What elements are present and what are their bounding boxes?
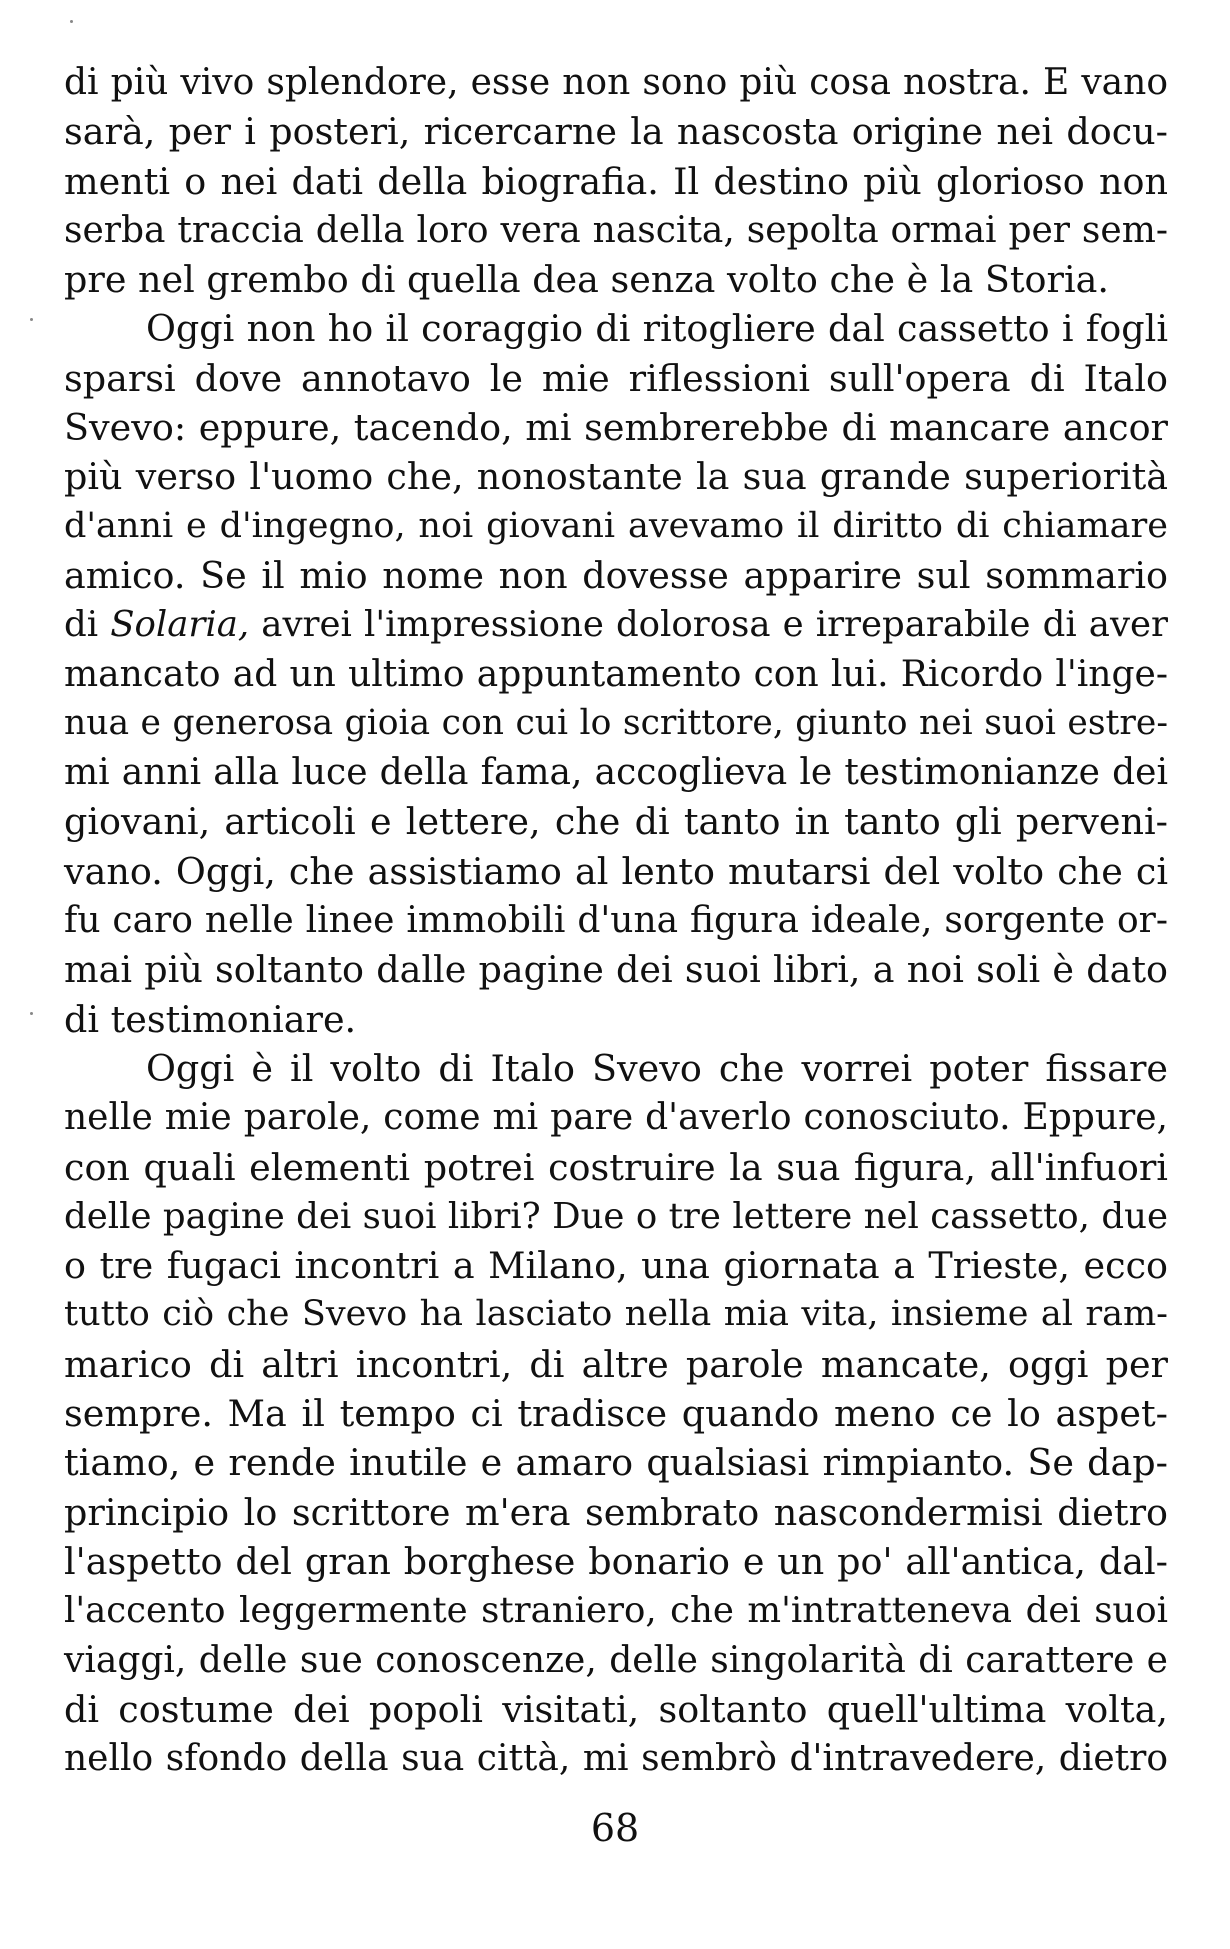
text-line: serba traccia della loro vera nascita, sepolta ormai per sem- [64,209,1168,251]
text-line: mi anni alla luce della fama, accoglieva le testimonianze dei [64,752,1168,794]
text-line: d'anni e d'ingegno, noi giovani avevamo il diritto di chiamare [64,505,1168,546]
text-line: con quali elementi potrei costruire la sua figura, all'infuori [64,1145,1168,1189]
text-line: menti o nei dati della biografia. Il destino più glorioso non [64,159,1168,203]
text-line: viaggi, delle sue conoscenze, delle singolarità di carattere e [64,1639,1168,1681]
journal-title: Solaria, [110,604,250,646]
text-line: Oggi non ho il coraggio di ritogliere dal cassetto i fogli [146,307,1168,351]
text-line: o tre fugaci incontri a Milano, una giornata a Trieste, ecco [64,1244,1168,1288]
text-line: tiamo, e rende inutile e amaro qualsiasi rimpianto. Se dap- [64,1441,1168,1485]
text-line: di costume dei popoli visitati, soltanto quell'ultima volta, [64,1687,1168,1731]
text-line: amico. Se il mio nome non dovesse apparire sul sommario [64,553,1168,597]
text-line: vano. Oggi, che assistiamo al lento mutarsi del volto che ci [64,849,1168,893]
text-line: principio lo scrittore m'era sembrato nascondermisi dietro [64,1490,1168,1534]
text-line: tutto ciò che Svevo ha lasciato nella mia vita, insieme al ram- [64,1294,1168,1335]
text-line: di più vivo splendore, esse non sono più cosa nostra. E vano [64,62,1168,103]
text-line: più verso l'uomo che, nonostante la sua grande superiorità [64,455,1168,499]
text-line: nua e generosa gioia con cui lo scrittore, giunto nei suoi estre- [64,702,1168,743]
text-line: sparsi dove annotavo le mie riflessioni sull'opera di Italo [64,356,1168,400]
text-line: l'accento leggermente straniero, che m'intratteneva dei suoi [64,1590,1168,1632]
text-line: nello sfondo della sua città, mi sembrò d'intravedere, dietro [64,1738,1168,1780]
text-line: Svevo: eppure, tacendo, mi sembrerebbe di mancare ancor [64,406,1168,450]
text-line: mai più soltanto dalle pagine dei suoi libri, a noi soli è dato [64,948,1168,992]
text-line: l'aspetto del gran borghese bonario e un po' all'antica, dal- [64,1539,1168,1583]
page-number: 68 [590,1806,640,1850]
text-segment: avrei l'impressione dolorosa e irreparabile di aver [249,604,1168,646]
paper-speck [30,318,33,321]
paper-speck [30,1012,33,1015]
text-line: giovani, articoli e lettere, che di tanto in tanto gli perveni- [64,800,1168,844]
text-line: mancato ad un ultimo appuntamento con lui. Ricordo l'inge- [64,653,1168,695]
text-line: di testimoniare. [64,997,357,1041]
text-line: sarà, per i posteri, ricercarne la nascosta origine nei docu- [64,110,1168,154]
text-line: sempre. Ma il tempo ci tradisce quando meno ce lo aspet- [64,1392,1168,1436]
paper-speck [70,20,73,23]
text-line: delle pagine dei suoi libri? Due o tre lettere nel cassetto, due [64,1195,1168,1237]
body-text [64,58,1168,1783]
text-line [64,600,1168,649]
text-line: pre nel grembo di quella dea senza volto che è la Storia. [64,258,1109,302]
text-line: nelle mie parole, come mi pare d'averlo conosciuto. Eppure, [64,1097,1168,1139]
text-segment: di [64,604,111,646]
text-line: Oggi è il volto di Italo Svevo che vorrei poter fissare [146,1046,1168,1090]
text-line: marico di altri incontri, di altre parole mancate, oggi per [64,1342,1168,1386]
text-line: fu caro nelle linee immobili d'una figura ideale, sorgente or- [64,900,1168,942]
